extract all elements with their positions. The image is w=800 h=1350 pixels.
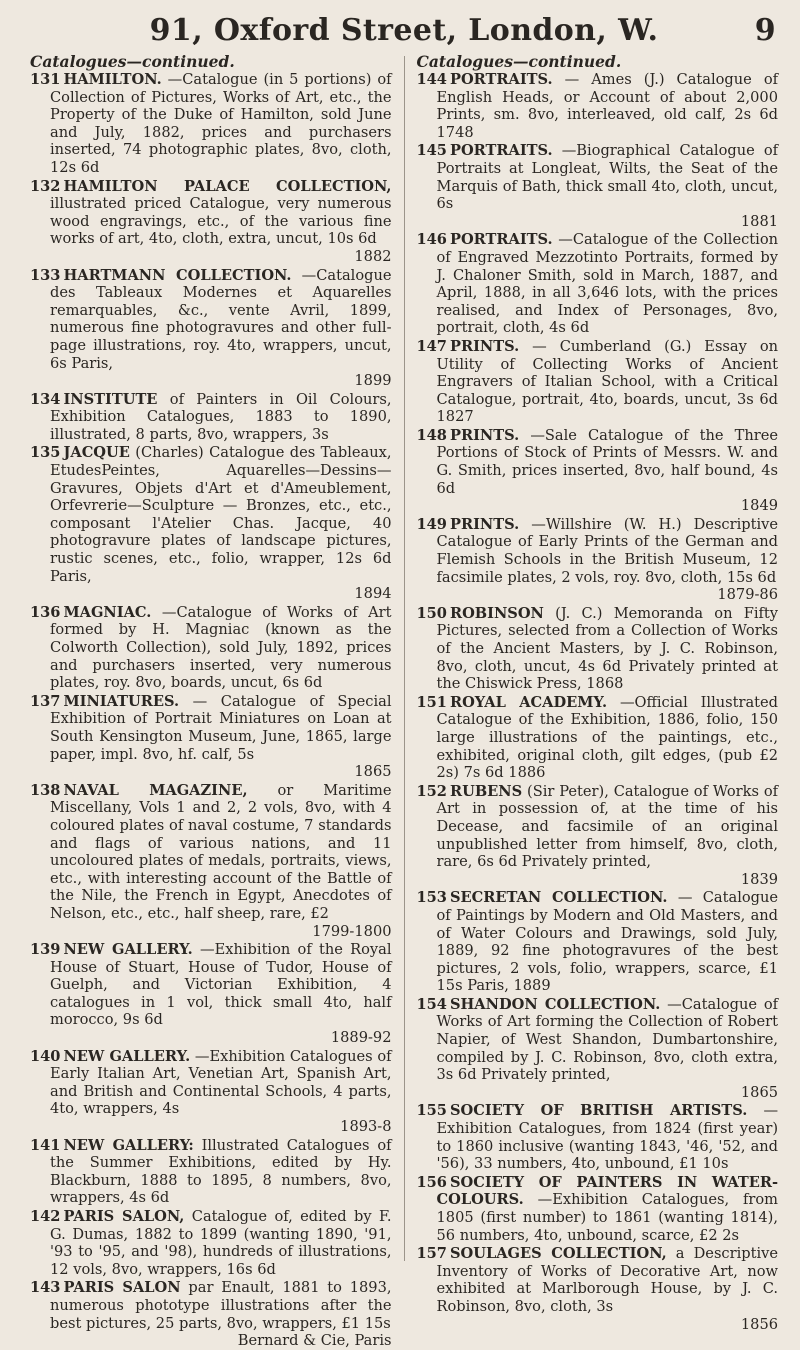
catalogue-entry	[417, 516, 779, 604]
entry-lead: NEW GALLERY.	[63, 941, 193, 959]
right-column	[417, 52, 779, 1350]
entry-date: 1856	[740, 1315, 779, 1333]
entry-description: — Catalogue of Paintings by Modern and Old Masters, and of Water Colours and Drawings, sold July, 1889, 92 fine photogravures of the best pictures, 2 vols, folio, wrappers, scarce, £1 15s Paris, 1889	[436, 889, 779, 995]
entry-description: — Catalogue of Special Exhibition of Portrait Miniatures on Loan at South Kensington Museum, June, 1865, large paper, impl. 8vo, hf. calf, 5s	[50, 692, 392, 763]
entry-description: —Official Illustrated Catalogue of the Exhibition, 1886, folio, 150 large illustrations of the paintings, etc., exhibited, original cloth, gilt edges, (pub £2 2s) 7s 6d 1886	[436, 693, 779, 782]
catalogue-entry	[417, 605, 779, 693]
entry-description: Catalogue of, edited by F. G. Dumas, 1882 to 1899 (wanting 1890, '91, '93 to '95, and '98), hundreds of illustrations, 12 vols, 8vo, wrappers, 16s 6d	[50, 1208, 392, 1278]
entry-lead: NEW GALLERY.	[63, 1047, 191, 1065]
entry-lead: PORTRAITS.	[449, 142, 553, 160]
entry-date: 1899	[354, 372, 392, 390]
entry-lead: HAMILTON.	[63, 71, 162, 88]
entry-number: 144	[416, 71, 447, 88]
entry-number: 131	[30, 71, 61, 88]
entry-date: Bernard & Cie, Paris	[237, 1332, 392, 1350]
entry-date: 1865	[354, 763, 392, 781]
entry-description: (J. C.) Memoranda on Fifty Pictures, selected from a Collection of Works of the Ancient Masters, by J. C. Robinson, 8vo, cloth, uncut, 4s 6d Privately printed at the Chiswick Press, 1868	[436, 604, 779, 693]
entry-date: 1889-92	[330, 1029, 392, 1047]
entry-date: 1849	[740, 497, 779, 515]
catalogue-entry	[417, 1174, 779, 1244]
entry-description: —Exhibition Catalogues, from 1805 (first number) to 1861 (wanting 1814), 56 numbers, 4to, unbound, scarce, £2 2s	[436, 1191, 779, 1244]
catalogue-entry	[30, 267, 392, 390]
entry-lead: ROYAL ACADEMY.	[449, 693, 608, 711]
entry-lead: RUBENS	[449, 782, 523, 800]
entry-description: —Catalogue of the Collection of Engraved Mezzotinto Portraits, formed by J. Chaloner Smith, sold in March, 1887, and April, 1888, in all 3,646 lots, with the prices realised, and Index of Personages, 8vo, portrait, cloth, 4s 6d	[436, 231, 779, 337]
entry-number: 136	[30, 603, 61, 621]
entry-number: 139	[30, 941, 61, 959]
catalogue-entry	[30, 391, 392, 444]
entry-description: —Catalogue of Works of Art formed by H. Magniac (known as the Colworth Collection), sold July, 1892, prices and purchasers inserted, very numerous plates, roy. 8vo, boards, uncut, 6s 6d	[50, 603, 392, 692]
entry-lead: SECRETAN COLLECTION.	[449, 889, 668, 907]
catalogue-entry	[30, 1279, 392, 1349]
catalogue-entry	[417, 694, 779, 782]
right-column-heading: Catalogues—continued.	[416, 52, 622, 71]
entry-description: —Exhibition Catalogues of Early Italian Art, Venetian Art, Spanish Art, and British and Continental Schools, 4 parts, 4to, wrappers, 4s	[50, 1047, 392, 1118]
entry-description: illustrated priced Catalogue, very numerous wood engravings, etc., of the various fine works of art, 4to, cloth, extra, uncut, 10s 6d	[50, 195, 392, 248]
entry-lead: NEW GALLERY:	[63, 1136, 194, 1154]
entry-date: 1865	[740, 1083, 779, 1101]
entry-date: 1839	[740, 870, 779, 888]
catalogue-entry	[417, 1245, 779, 1333]
entry-lead: INSTITUTE	[63, 390, 158, 408]
entry-date: 1882	[354, 247, 392, 265]
entry-description: (Charles) Catalogue des Tableaux, EtudesPeintes, Aquarelles—Dessins—Gravures, Objets d'Art et d'Ameublement, Orfevrerie—Sculpture — Bronzes, etc., etc., composant l'Atelier Chas. Jacque, 40 photogravure plates of landscape pictures, rustic scenes, etc., folio, wrapper, 12s 6d Paris,	[50, 444, 392, 585]
entry-number: 157	[416, 1245, 447, 1263]
catalogue-entry	[417, 142, 779, 230]
page-number: 9	[754, 13, 776, 48]
entry-description: — Cumberland (G.) Essay on Utility of Collecting Works of Ancient Engravers of Italian School, with a Critical Catalogue, portrait, 4to, boards, uncut, 3s 6d 1827	[436, 337, 779, 426]
catalogue-entry	[30, 782, 392, 940]
left-column	[30, 52, 392, 1350]
entry-number: 142	[30, 1208, 61, 1225]
catalogue-entry	[30, 444, 392, 602]
entry-lead: SOULAGES COLLECTION,	[449, 1245, 667, 1263]
entry-description: Illustrated Catalogues of the Summer Exhibitions, edited by Hy. Blackburn, 1888 to 1895, 8 numbers, 8vo, wrappers, 4s 6d	[50, 1136, 392, 1207]
entry-lead: MAGNIAC.	[63, 603, 152, 621]
entry-description: or Maritime Miscellany, Vols 1 and 2, 2 vols, 8vo, with 4 coloured plates of naval costume, 7 standards and flags of various nations, and 11 uncoloured plates of medals, portraits, views, etc., with interesting account of the Battle of the Nile, the French in Egypt, Anecdotes of Nelson, etc., etc., half sheep, rare, £2	[50, 781, 392, 922]
entry-description: —Willshire (W. H.) Descriptive Catalogue of Early Prints of the German and Flemish Schools in the British Museum, 12 facsimile plates, 2 vols, roy. 8vo, cloth, 15s 6d	[436, 515, 779, 586]
entry-lead: PRINTS.	[449, 337, 520, 355]
entry-description: (Sir Peter), Catalogue of Works of Art in possession of, at the time of his Decease, and facsimile of an original unpublished letter from himself, 8vo, cloth, rare, 6s 6d Privately printed,	[436, 782, 779, 871]
entry-number: 151	[416, 693, 447, 711]
entry-lead: MINIATURES.	[63, 692, 180, 710]
catalogue-entry	[30, 178, 392, 266]
entry-lead: PARIS SALON,	[63, 1208, 185, 1225]
entry-date: 1881	[740, 212, 779, 230]
catalogue-entry	[30, 604, 392, 692]
entry-description: —Catalogue (in 5 portions) of Collection of Pictures, Works of Art, etc., the Property of the Duke of Hamilton, sold June and July, 1882, prices and purchasers inserted, 74 photographic plates, 8vo, cloth, 12s 6d	[50, 71, 392, 176]
left-column-heading: Catalogues—continued.	[30, 52, 235, 71]
entry-description: —Exhibition Catalogues, from 1824 (first year) to 1860 inclusive (wanting 1843, '46, '52, and '56), 33 numbers, 4to, unbound, £1 10s	[436, 1102, 779, 1173]
entry-number: 153	[416, 889, 447, 907]
entry-description: —Exhibition of the Royal House of Stuart, House of Tudor, House of Guelph, and Victorian Exhibition, 4 catalogues in 1 vol, thick small 4to, half morocco, 9s 6d	[50, 941, 392, 1029]
entry-lead: PRINTS.	[449, 426, 520, 444]
entry-number: 140	[30, 1047, 61, 1065]
entry-number: 134	[30, 390, 61, 408]
column-divider	[404, 56, 405, 1261]
entry-lead: ROBINSON	[449, 604, 544, 622]
entry-lead: PRINTS.	[449, 515, 520, 533]
entry-number: 156	[416, 1173, 447, 1191]
entry-number: 145	[416, 142, 447, 160]
entry-number: 132	[30, 177, 61, 195]
entry-description: of Painters in Oil Colours, Exhibition Catalogues, 1883 to 1890, illustrated, 8 parts, 8vo, wrappers, 3s	[50, 390, 392, 443]
entry-number: 152	[416, 782, 447, 800]
entry-lead: SHANDON COLLECTION.	[449, 995, 661, 1013]
entry-lead: JACQUE	[63, 444, 130, 462]
catalogue-entry	[30, 71, 392, 177]
catalogue-entry	[30, 941, 392, 1047]
entry-lead: PARIS SALON	[63, 1279, 181, 1297]
entry-number: 141	[30, 1136, 61, 1154]
entry-lead: PORTRAITS.	[449, 71, 553, 88]
columns	[30, 52, 778, 1350]
entry-number: 148	[416, 426, 447, 444]
entry-number: 133	[30, 266, 61, 284]
entry-lead: HARTMANN COLLECTION.	[63, 266, 292, 284]
entry-date: 1879-86	[717, 586, 779, 604]
catalogue-entry	[417, 231, 779, 337]
page-title: 91, Oxford Street, London, W.	[149, 13, 659, 48]
entry-lead: HAMILTON PALACE COLLECTION,	[63, 177, 392, 195]
entry-description: par Enault, 1881 to 1893, numerous phototype illustrations after the best pictures, 25 parts, 8vo, wrappers, £1 15s	[50, 1279, 392, 1332]
entry-number: 135	[30, 444, 61, 462]
entry-number: 149	[416, 515, 447, 533]
catalogue-entry	[417, 427, 779, 515]
entry-number: 150	[416, 604, 447, 622]
catalogue-entry	[417, 889, 779, 995]
catalogue-entry	[417, 338, 779, 426]
entry-number: 138	[30, 781, 61, 799]
catalogue-entry	[30, 1208, 392, 1278]
entry-description: —Catalogue des Tableaux Modernes et Aquarelles remarquables, &c., vente Avril, 1899, numerous fine photogravures and other full-page illustrations, roy. 4to, wrappers, uncut, 6s Paris,	[50, 266, 392, 372]
catalogue-entry	[417, 783, 779, 889]
entry-date: 1799-1800	[312, 922, 392, 940]
entry-number: 137	[30, 692, 61, 710]
entry-lead: SOCIETY OF BRITISH ARTISTS.	[449, 1102, 748, 1120]
entry-number: 154	[416, 995, 447, 1013]
page-header	[30, 0, 778, 48]
entry-number: 143	[30, 1279, 61, 1297]
entry-lead: NAVAL MAGAZINE,	[63, 781, 248, 799]
catalogue-entry	[417, 996, 779, 1102]
entry-description: a Descriptive Inventory of Works of Decorative Art, now exhibited at Marlborough House, by J. C. Robinson, 8vo, cloth, 3s	[436, 1245, 779, 1315]
entry-description: —Biographical Catalogue of Portraits at Longleat, Wilts, the Seat of the Marquis of Bath, thick small 4to, cloth, uncut, 6s	[436, 142, 779, 213]
entry-lead: PORTRAITS.	[449, 231, 553, 249]
entry-description: —Sale Catalogue of the Three Portions of Stock of Prints of Messrs. W. and G. Smith, prices inserted, 8vo, half bound, 4s 6d	[436, 426, 779, 497]
catalogue-entry	[30, 1137, 392, 1207]
entry-number: 147	[416, 337, 447, 355]
entry-number: 146	[416, 231, 447, 249]
catalogue-entry	[30, 693, 392, 781]
catalogue-entry	[417, 71, 779, 141]
catalogue-entry	[30, 1048, 392, 1136]
entry-description: —Catalogue of Works of Art forming the Collection of Robert Napier, of West Shandon, Dumbartonshire, compiled by J. C. Robinson, 8vo, cloth extra, 3s 6d Privately printed,	[436, 995, 779, 1084]
entry-description: — Ames (J.) Catalogue of English Heads, or Account of about 2,000 Prints, sm. 8vo, interleaved, old calf, 2s 6d 1748	[436, 71, 779, 141]
catalogue-entry	[417, 1102, 779, 1172]
entry-date: 1894	[354, 585, 392, 603]
entry-date: 1893-8	[340, 1118, 392, 1136]
entry-lead: SOCIETY OF PAINTERS IN WATER-COLOURS.	[436, 1173, 779, 1209]
entry-number: 155	[416, 1102, 447, 1120]
